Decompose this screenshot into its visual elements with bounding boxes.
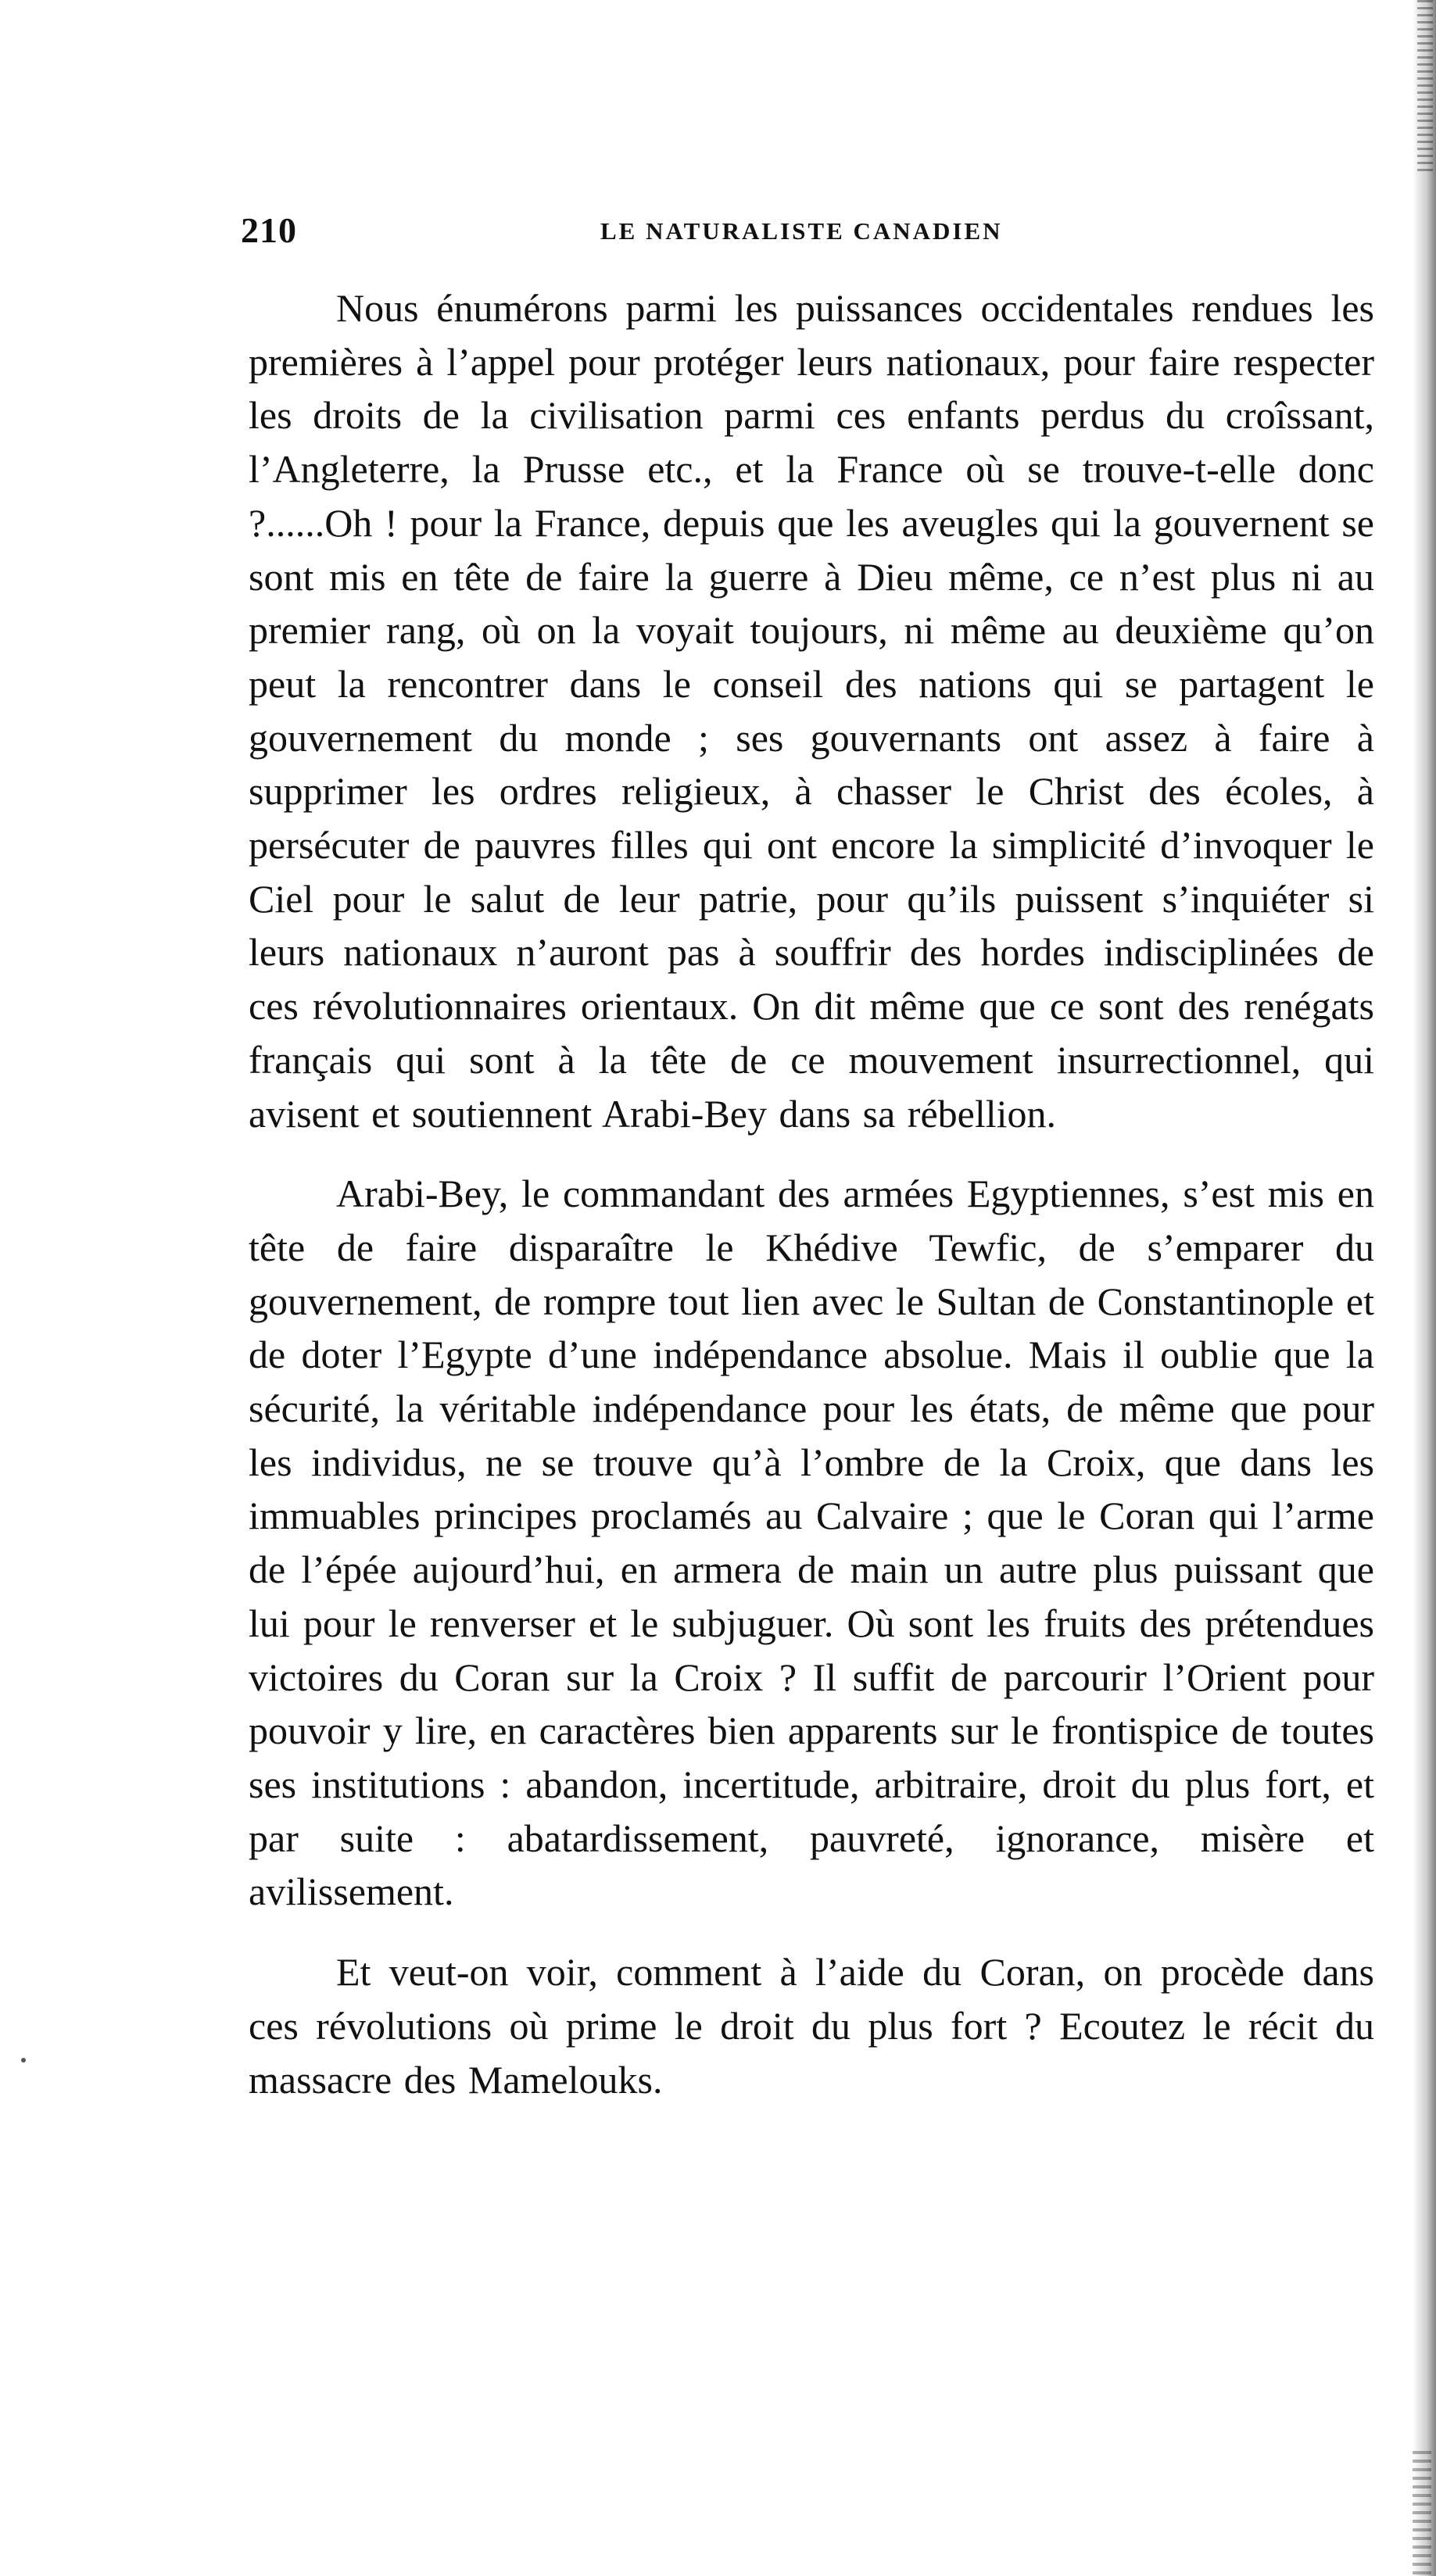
page-edge-speckle-top [1417, 0, 1433, 172]
running-head: LE NATURALISTE CANADIEN [600, 217, 1003, 245]
paragraph-1: Nous énumérons parmi les puissances occidentales rendues les premières à l’appel pour protéger leurs nationaux, pour faire respecter les droits de la civilisation parmi ces enfants perdus du croîssant, l’Angleterre, la Prusse etc., et la France où se trouve-t-elle donc ?......Oh ! pour la France, depuis que les aveugles qui la gouvernent se sont mis en tête de faire la guerre à Dieu même, ce n’est plus ni au premier rang, où on la voyait toujours, ni même au deuxième qu’on peut la rencontrer dans le conseil des nations qui se partagent le gouvernement du monde ; ses gouvernants ont assez à faire à supprimer les ordres religieux, à chasser le Christ des écoles, à persécuter de pauvres filles qui ont encore la simplicité d’invoquer le Ciel pour le salut de leur patrie, pour qu’ils puissent s’inquiéter si leurs nationaux n’auront pas à souffrir des hordes indisciplinées de ces révolutionnaires orientaux. On dit même que ce sont des renégats français qui sont à la tête de ce mouvement insurrectionnel, qui avisent et soutiennent Arabi-Bey dans sa rébellion. [249, 286, 1374, 1136]
paragraph-2: Arabi-Bey, le commandant des armées Egyptiennes, s’est mis en tête de faire disparaître le Khédive Tewfic, de s’emparer du gouvernement, de rompre tout lien avec le Sultan de Constantinople et de doter l’Egypte d’une indépendance absolue. Mais il oublie que la sécurité, la véritable indépendance pour les états, de même que pour les individus, ne se trouve qu’à l’ombre de la Croix, que dans les immuables principes proclamés au Calvaire ; que le Coran qui l’arme de l’épée aujourd’hui, en armera de main un autre plus puissant que lui pour le renverser et le subjuguer. Où sont les fruits des prétendues victoires du Coran sur la Croix ? Il suffit de parcourir l’Orient pour pouvoir y lire, en caractères bien apparents sur le frontispice de toutes ses institutions : abandon, incertitude, arbitraire, droit du plus fort, et par suite : abatardissement, pauvreté, ignorance, misère et avilissement. [249, 1172, 1374, 1914]
paragraph-3: Et veut-on voir, comment à l’aide du Coran, on procède dans ces révolutions où prime le droit du plus fort ? Ecoutez le récit du massacre des Mamelouks. [249, 1950, 1374, 2102]
page-header [241, 209, 1413, 256]
page-edge-speckle-bottom [1413, 2451, 1431, 2576]
body-text [249, 281, 1374, 2106]
page-number: 210 [241, 210, 297, 250]
stray-ink-mark [21, 2058, 26, 2063]
page-edge-shadow [1413, 0, 1436, 2576]
